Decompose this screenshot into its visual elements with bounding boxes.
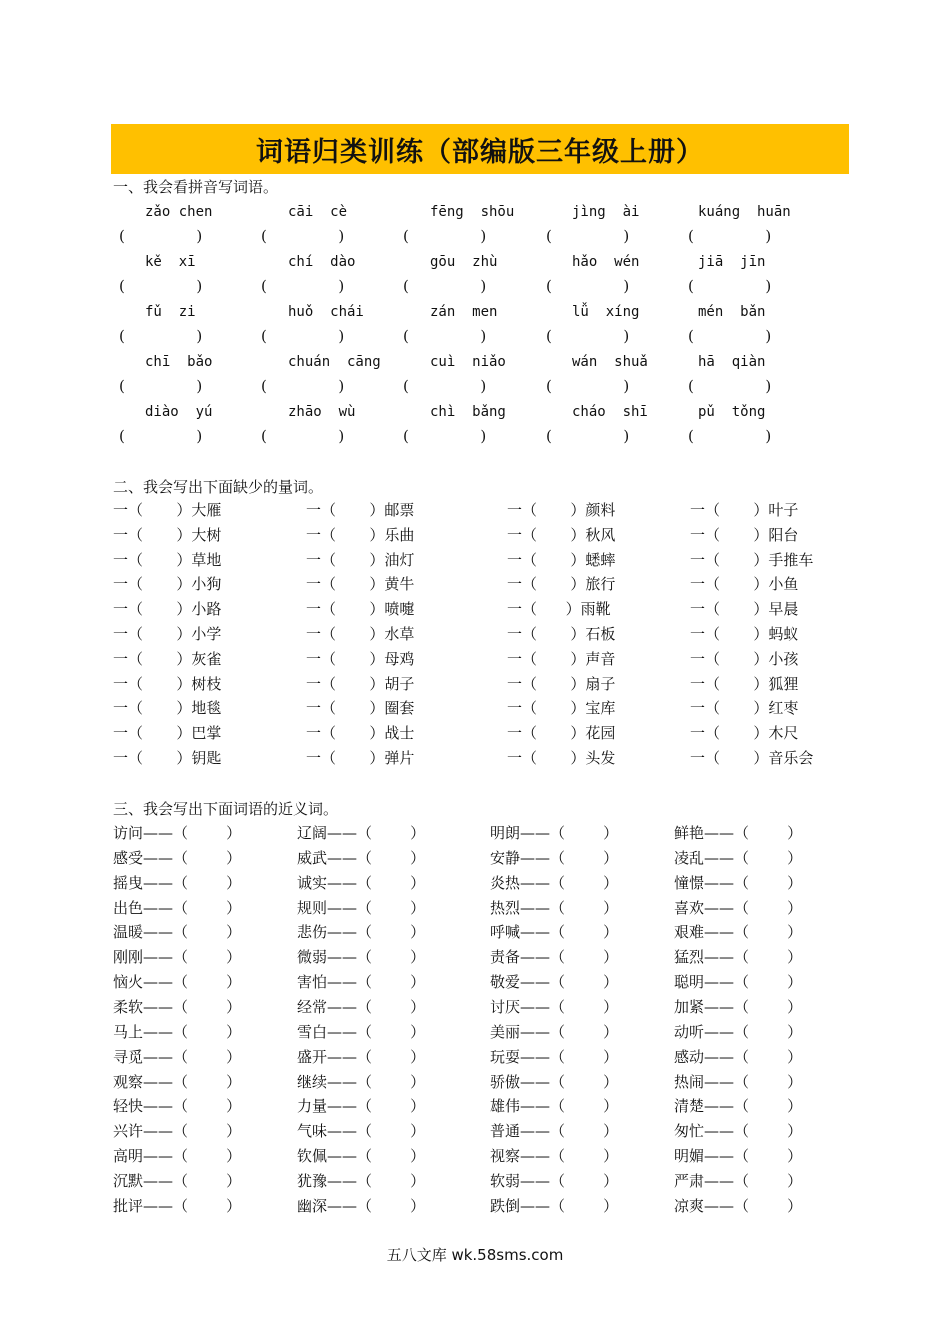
pinyin-word: gōu zhù (430, 254, 498, 270)
synonym-item: 犹豫——（ ） (297, 1171, 426, 1190)
synonym-item: 威武——（ ） (297, 848, 426, 867)
measure-word-item: 一（ ）红枣 (690, 699, 799, 718)
pinyin-word: chuán cāng (288, 354, 381, 370)
synonym-item: 力量——（ ） (297, 1097, 426, 1116)
measure-word-item: 一（ ）小狗 (113, 575, 222, 594)
synonym-item: 恼火——（ ） (113, 973, 242, 992)
answer-blank[interactable]: ( ) (403, 377, 487, 395)
section3-heading: 三、我会写出下面词语的近义词。 (113, 800, 339, 818)
measure-word-item: 一（ ）手推车 (690, 550, 814, 569)
pinyin-word: hǎo wén (572, 254, 640, 270)
answer-blank[interactable]: ( ) (688, 327, 772, 345)
measure-word-item: 一（ ）巴掌 (113, 724, 222, 743)
answer-blank[interactable]: ( ) (261, 227, 345, 245)
measure-word-item: 一（ ）油灯 (306, 550, 415, 569)
measure-word-item: 一（ ）颜料 (507, 501, 616, 519)
synonym-item: 继续——（ ） (297, 1072, 426, 1091)
synonym-item: 讨厌——（ ） (490, 997, 619, 1016)
footer-watermark: 五八文库 wk.58sms.com (386, 1246, 564, 1264)
synonym-item: 玩耍——（ ） (490, 1047, 619, 1066)
answer-blank[interactable]: ( ) (688, 377, 772, 395)
measure-word-item: 一（ ）弹片 (306, 749, 415, 767)
pinyin-word: zǎo chen (145, 204, 213, 220)
synonym-item: 雪白——（ ） (297, 1022, 426, 1041)
measure-word-item: 一（ ）邮票 (306, 501, 415, 519)
synonym-item: 轻快——（ ） (113, 1097, 242, 1116)
measure-word-item: 一（ ）战士 (306, 724, 415, 743)
synonym-item: 敬爱——（ ） (490, 973, 619, 992)
pinyin-word: chí dào (288, 254, 356, 270)
answer-blank[interactable]: ( ) (403, 277, 487, 295)
pinyin-word: cháo shī (572, 404, 648, 420)
pinyin-word: kuáng huān (698, 204, 791, 220)
measure-word-item: 一（ ）叶子 (690, 501, 799, 519)
title-banner (111, 124, 849, 174)
synonym-item: 感受——（ ） (113, 848, 242, 867)
measure-word-item: 一（ ）乐曲 (306, 525, 415, 544)
answer-blank[interactable]: ( ) (546, 377, 630, 395)
synonym-item: 清楚——（ ） (674, 1097, 803, 1116)
measure-word-item: 一（ ）蟋蟀 (507, 550, 616, 569)
measure-word-item: 一（ ）胡子 (306, 674, 415, 693)
synonym-item: 高明——（ ） (113, 1147, 242, 1166)
answer-blank[interactable]: ( ) (546, 227, 630, 245)
pinyin-word: cuì niǎo (430, 354, 506, 370)
answer-blank[interactable]: ( ) (546, 427, 630, 445)
answer-blank[interactable]: ( ) (261, 377, 345, 395)
pinyin-word: mén bǎn (698, 304, 766, 320)
measure-word-item: 一（ ）树枝 (113, 674, 222, 693)
synonym-item: 热闹——（ ） (674, 1072, 803, 1091)
measure-word-item: 一（ ）圈套 (306, 699, 415, 718)
measure-word-item: 一（ ）宝库 (507, 699, 616, 718)
answer-blank[interactable]: ( ) (261, 277, 345, 295)
measure-word-item: 一（ ）黄牛 (306, 575, 415, 594)
section2-heading: 二、我会写出下面缺少的量词。 (113, 478, 324, 496)
measure-word-item: 一（ ）狐狸 (690, 674, 799, 693)
synonym-item: 观察——（ ） (113, 1072, 242, 1091)
synonym-item: 呼喊——（ ） (490, 923, 619, 942)
synonym-item: 批评——（ ） (113, 1196, 242, 1215)
synonym-item: 害怕——（ ） (297, 973, 426, 992)
synonym-item: 明朗——（ ） (490, 824, 619, 842)
answer-blank[interactable]: ( ) (546, 327, 630, 345)
pinyin-word: zán men (430, 304, 498, 320)
synonym-item: 诚实——（ ） (297, 873, 426, 892)
synonym-item: 明媚——（ ） (674, 1147, 803, 1166)
synonym-item: 责备——（ ） (490, 948, 619, 967)
synonym-item: 沉默——（ ） (113, 1171, 242, 1190)
answer-blank[interactable]: ( ) (261, 427, 345, 445)
answer-blank[interactable]: ( ) (403, 327, 487, 345)
synonym-item: 雄伟——（ ） (490, 1097, 619, 1116)
synonym-item: 感动——（ ） (674, 1047, 803, 1066)
measure-word-item: 一（ ）水草 (306, 625, 415, 643)
synonym-item: 炎热——（ ） (490, 873, 619, 892)
measure-word-item: 一（ ）秋风 (507, 525, 616, 544)
synonym-item: 软弱——（ ） (490, 1171, 619, 1190)
synonym-item: 刚刚——（ ） (113, 948, 242, 967)
measure-word-item: 一（ ）大雁 (113, 501, 222, 519)
synonym-item: 热烈——（ ） (490, 898, 619, 917)
synonym-item: 马上——（ ） (113, 1022, 242, 1041)
synonym-item: 艰难——（ ） (674, 923, 803, 942)
synonym-item: 普通——（ ） (490, 1122, 619, 1141)
pinyin-word: jìng ài (572, 204, 640, 220)
synonym-item: 悲伤——（ ） (297, 923, 426, 942)
synonym-item: 出色——（ ） (113, 898, 242, 917)
synonym-item: 微弱——（ ） (297, 948, 426, 967)
measure-word-item: 一（ ）草地 (113, 550, 222, 569)
section1-heading: 一、我会看拼音写词语。 (113, 178, 279, 196)
pinyin-word: cāi cè (288, 204, 348, 220)
answer-blank[interactable]: ( ) (688, 227, 772, 245)
synonym-item: 柔软——（ ） (113, 997, 242, 1016)
measure-word-item: 一（ ）母鸡 (306, 649, 415, 668)
synonym-item: 严肃——（ ） (674, 1171, 803, 1190)
answer-blank[interactable]: ( ) (403, 227, 487, 245)
measure-word-item: 一（ ）灰雀 (113, 649, 222, 668)
pinyin-word: fǔ zi (145, 304, 196, 320)
synonym-item: 温暖——（ ） (113, 923, 242, 942)
synonym-item: 视察——（ ） (490, 1147, 619, 1166)
synonym-item: 聪明——（ ） (674, 973, 803, 992)
measure-word-item: 一（ ）木尺 (690, 724, 799, 743)
synonym-item: 凌乱——（ ） (674, 848, 803, 867)
synonym-item: 气味——（ ） (297, 1122, 426, 1141)
answer-blank[interactable]: ( ) (261, 327, 345, 345)
measure-word-item: 一（ ）旅行 (507, 575, 616, 594)
pinyin-word: jiā jīn (698, 254, 766, 270)
synonym-item: 猛烈——（ ） (674, 948, 803, 967)
synonym-item: 兴许——（ ） (113, 1122, 242, 1141)
answer-blank[interactable]: ( ) (119, 277, 203, 295)
synonym-item: 规则——（ ） (297, 898, 426, 917)
pinyin-word: fēng shōu (430, 204, 515, 220)
synonym-item: 喜欢——（ ） (674, 898, 803, 917)
measure-word-item: 一（ ）石板 (507, 625, 616, 643)
measure-word-item: 一（ ）雨靴 (507, 600, 611, 619)
answer-blank[interactable]: ( ) (119, 427, 203, 445)
synonym-item: 骄傲——（ ） (490, 1072, 619, 1091)
synonym-item: 安静——（ ） (490, 848, 619, 867)
measure-word-item: 一（ ）钥匙 (113, 749, 222, 767)
pinyin-word: kě xī (145, 254, 196, 270)
pinyin-word: diào yú (145, 404, 213, 420)
synonym-item: 摇曳——（ ） (113, 873, 242, 892)
synonym-item: 鲜艳——（ ） (674, 824, 803, 842)
measure-word-item: 一（ ）小学 (113, 625, 222, 643)
synonym-item: 匆忙——（ ） (674, 1122, 803, 1141)
pinyin-word: zhāo wù (288, 404, 356, 420)
synonym-item: 钦佩——（ ） (297, 1147, 426, 1166)
synonym-item: 辽阔——（ ） (297, 824, 426, 842)
measure-word-item: 一（ ）地毯 (113, 699, 222, 718)
measure-word-item: 一（ ）喷嚏 (306, 600, 415, 619)
synonym-item: 寻觅——（ ） (113, 1047, 242, 1066)
pinyin-word: wán shuǎ (572, 354, 648, 370)
answer-blank[interactable]: ( ) (403, 427, 487, 445)
synonym-item: 动听——（ ） (674, 1022, 803, 1041)
measure-word-item: 一（ ）头发 (507, 749, 616, 767)
measure-word-item: 一（ ）声音 (507, 649, 616, 668)
synonym-item: 憧憬——（ ） (674, 873, 803, 892)
synonym-item: 盛开——（ ） (297, 1047, 426, 1066)
measure-word-item: 一（ ）早晨 (690, 600, 799, 619)
answer-blank[interactable]: ( ) (119, 377, 203, 395)
measure-word-item: 一（ ）花园 (507, 724, 616, 743)
measure-word-item: 一（ ）小路 (113, 600, 222, 619)
measure-word-item: 一（ ）扇子 (507, 674, 616, 693)
pinyin-word: chī bǎo (145, 354, 213, 370)
answer-blank[interactable]: ( ) (546, 277, 630, 295)
pinyin-word: lǚ xíng (572, 304, 640, 320)
answer-blank[interactable]: ( ) (688, 427, 772, 445)
pinyin-word: pǔ tǒng (698, 404, 766, 420)
synonym-item: 美丽——（ ） (490, 1022, 619, 1041)
answer-blank[interactable]: ( ) (119, 327, 203, 345)
measure-word-item: 一（ ）阳台 (690, 525, 799, 544)
answer-blank[interactable]: ( ) (119, 227, 203, 245)
answer-blank[interactable]: ( ) (688, 277, 772, 295)
synonym-item: 访问——（ ） (113, 824, 242, 842)
pinyin-word: chì bǎng (430, 404, 506, 420)
synonym-item: 经常——（ ） (297, 997, 426, 1016)
pinyin-word: huǒ chái (288, 304, 364, 320)
measure-word-item: 一（ ）蚂蚁 (690, 625, 799, 643)
synonym-item: 幽深——（ ） (297, 1196, 426, 1215)
synonym-item: 加紧——（ ） (674, 997, 803, 1016)
page-title: 词语归类训练（部编版三年级上册） (256, 136, 704, 168)
synonym-item: 凉爽——（ ） (674, 1196, 803, 1215)
pinyin-word: hā qiàn (698, 354, 766, 370)
synonym-item: 跌倒——（ ） (490, 1196, 619, 1215)
measure-word-item: 一（ ）小鱼 (690, 575, 799, 594)
measure-word-item: 一（ ）大树 (113, 525, 222, 544)
measure-word-item: 一（ ）音乐会 (690, 749, 814, 767)
measure-word-item: 一（ ）小孩 (690, 649, 799, 668)
